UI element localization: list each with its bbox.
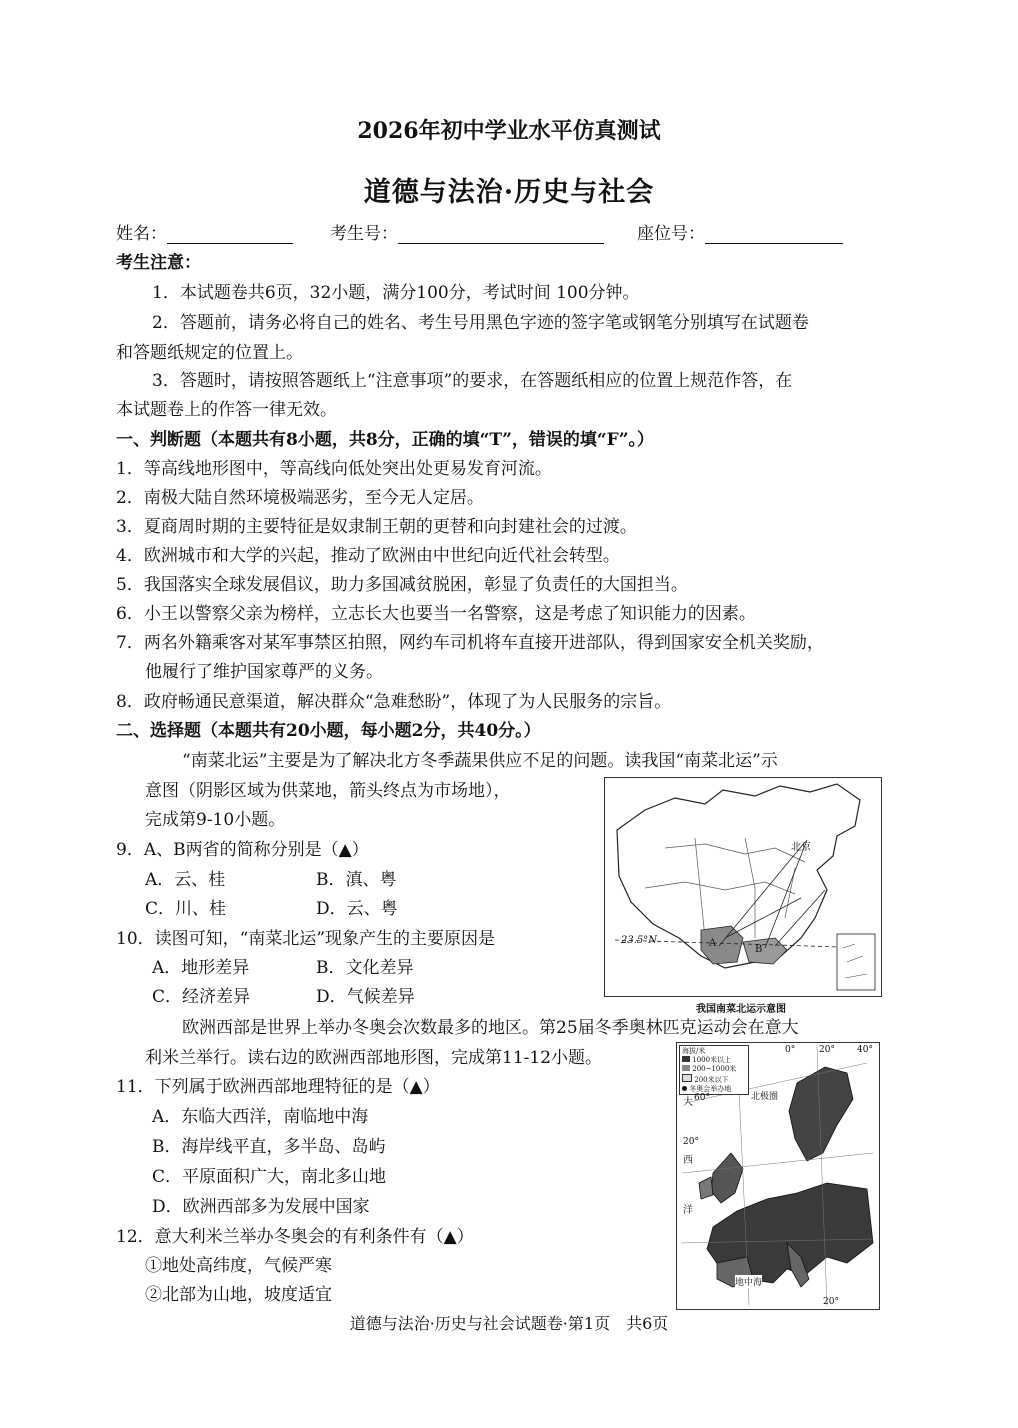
province-b-label: B [755, 944, 763, 955]
tf-question: 7．两名外籍乘客对某军事禁区拍照，网约车司机将车直接开进部队，得到国家安全机关奖励， [116, 633, 824, 653]
ocean-label-yang: 洋 [683, 1205, 693, 1216]
option: B．文化差异 [316, 958, 414, 978]
question-stem: 11．下列属于欧洲西部地理特征的是（▲） [116, 1077, 440, 1097]
name-field[interactable] [116, 224, 293, 244]
page-footer: 道德与法治·历史与社会试题卷·第1页 共6页 [349, 1314, 669, 1333]
subject-title: 道德与法治·历史与社会 [363, 177, 655, 208]
ocean-label-xi: 西 [683, 1155, 693, 1166]
tf-question: 5．我国落实全球发展倡议，助力多国减贫脱困，彰显了负责任的大国担当。 [116, 575, 688, 595]
option: A．云、桂 [145, 870, 226, 890]
option: B．滇、粤 [316, 870, 397, 890]
option: ②北部为山地，坡度适宜 [145, 1285, 332, 1305]
notice-item: 1．本试题卷共6页，32小题，满分100分，考试时间 100分钟。 [152, 283, 640, 303]
student-id-blank[interactable] [398, 227, 604, 244]
china-map [604, 777, 882, 997]
option: D．欧洲西部多为发展中国家 [152, 1197, 370, 1217]
question-stem: 10．读图可知，“南菜北运”现象产生的主要原因是 [116, 929, 496, 949]
material-text: 完成第9-10小题。 [145, 810, 286, 830]
option: D．气候差异 [316, 987, 415, 1007]
lat-20-bottom-label: 20° [823, 1297, 839, 1307]
legend-swatch [682, 1056, 690, 1062]
legend-swatch [682, 1065, 690, 1071]
china-map-caption: 我国南菜北运示意图 [696, 1004, 786, 1015]
option: B．海岸线平直，多半岛、岛屿 [152, 1137, 386, 1157]
option: ①地处高纬度，气候严寒 [145, 1256, 332, 1276]
notice-item: 3．答题时，请按照答题纸上“注意事项”的要求，在答题纸相应的位置上规范作答，在 [152, 371, 793, 391]
legend-label: 冬奥会举办地 [689, 1085, 732, 1093]
latitude-label: 23.5°N [621, 935, 658, 946]
seat-blank[interactable] [705, 227, 843, 244]
student-id-field[interactable] [330, 224, 604, 244]
name-blank[interactable] [167, 227, 293, 244]
lat-20-label: 20° [683, 1137, 699, 1147]
europe-map [676, 1042, 880, 1310]
lon-40-label: 40° [857, 1045, 873, 1055]
map-legend [679, 1045, 749, 1095]
province-a-label: A [709, 938, 717, 949]
lat-60-label: 60° [694, 1093, 710, 1103]
option: D．云、粤 [316, 899, 398, 919]
notice-heading: 考生注意： [116, 253, 201, 273]
tf-question: 2．南极大陆自然环境极端恶劣，至今无人定居。 [116, 488, 484, 508]
material-text: 欧洲西部是世界上举办冬奥会次数最多的地区。第25届冬季奥林匹克运动会在意大 [182, 1018, 799, 1038]
china-map-drawing [605, 778, 881, 996]
option: C．川、桂 [145, 899, 227, 919]
notice-item: 本试题卷上的作答一律无效。 [116, 400, 337, 420]
mediterranean-label: 地中海 [735, 1275, 762, 1288]
notice-item: 和答题纸规定的位置上。 [116, 343, 303, 363]
legend-item [682, 1056, 746, 1065]
material-text: “南菜北运”主要是为了解决北方冬季蔬果供应不足的问题。读我国“南菜北运”示 [182, 751, 778, 771]
tf-question-continued: 他履行了维护国家尊严的义务。 [145, 662, 383, 682]
question-stem: 9．A、B两省的简称分别是（▲） [116, 840, 369, 860]
seat-field[interactable] [637, 224, 843, 244]
seat-label: 座位号： [637, 224, 705, 244]
legend-label: 200~1000米 [692, 1065, 737, 1073]
ocean-label-da: 大 [683, 1097, 693, 1108]
legend-swatch [682, 1074, 692, 1082]
tf-question: 8．政府畅通民意渠道，解决群众“急难愁盼”，体现了为人民服务的宗旨。 [116, 692, 672, 712]
material-text: 意图（阴影区域为供菜地，箭头终点为市场地）， [145, 781, 511, 801]
option: A．东临大西洋，南临地中海 [152, 1107, 369, 1127]
legend-dot [682, 1086, 687, 1091]
section1-heading: 一、判断题（本题共有8小题，共8分，正确的填“T”，错误的填“F”。） [116, 430, 654, 450]
notice-item: 2．答题前，请务必将自己的姓名、考生号用黑色字迹的签字笔或钢笔分别填写在试题卷 [152, 313, 809, 333]
name-label: 姓名： [116, 224, 167, 244]
tf-question: 3．夏商周时期的主要特征是奴隶制王朝的更替和向封建社会的过渡。 [116, 517, 637, 537]
exam-title: 2026年初中学业水平仿真测试 [357, 118, 661, 144]
legend-label: 200米以下 [694, 1076, 729, 1084]
lon-20-label: 20° [819, 1045, 835, 1055]
option: C．平原面积广大，南北多山地 [152, 1167, 387, 1187]
tf-question: 1．等高线地形图中，等高线向低处突出处更易发育河流。 [116, 459, 552, 479]
legend-item [682, 1065, 746, 1074]
question-stem: 12．意大利米兰举办冬奥会的有利条件有（▲） [116, 1227, 474, 1247]
section2-heading: 二、选择题（本题共有20小题，每小题2分，共40分。） [116, 721, 541, 741]
student-id-label: 考生号： [330, 224, 398, 244]
beijing-label: 北京 [791, 842, 811, 853]
legend-label: 1000米以上 [692, 1056, 732, 1064]
material-text: 利米兰举行。读右边的欧洲西部地形图，完成第11-12小题。 [145, 1048, 603, 1068]
lon-0-label: 0° [785, 1045, 796, 1055]
legend-title: 海拔/米 [682, 1047, 706, 1055]
tf-question: 6．小王以警察父亲为榜样，立志长大也要当一名警察，这是考虑了知识能力的因素。 [116, 604, 756, 624]
option: C．经济差异 [152, 987, 251, 1007]
legend-item [682, 1074, 746, 1085]
tf-question: 4．欧洲城市和大学的兴起，推动了欧洲由中世纪向近代社会转型。 [116, 546, 620, 566]
option: A．地形差异 [152, 958, 250, 978]
arctic-circle-label: 北极圈 [751, 1092, 779, 1102]
